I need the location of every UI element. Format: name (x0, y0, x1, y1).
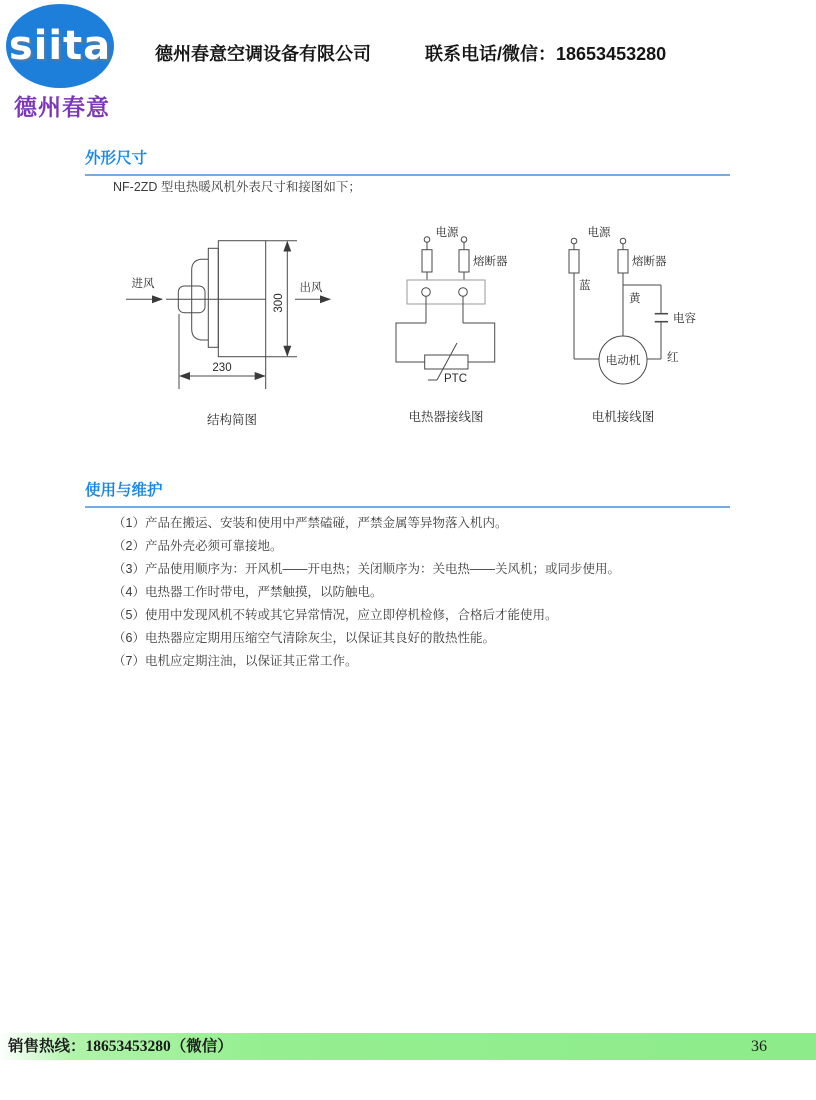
section-usage-header (85, 478, 730, 508)
motor-label: 电动机 (605, 355, 641, 367)
wiring-diagrams (0, 215, 816, 445)
usage-item: （2）产品外壳必须可靠接地。 (113, 539, 283, 553)
yellow-wire-label: 黄 (629, 293, 641, 305)
contact-phone: 联系电话/微信：18653453280 (425, 44, 667, 64)
usage-item: （1）产品在搬运、安装和使用中严禁磕碰，严禁金属等异物落入机内。 (113, 516, 508, 530)
motor-fuse-label: 熔断器 (632, 256, 667, 268)
capacitor-label: 电容 (673, 313, 696, 325)
page-number: 36 (751, 1038, 767, 1055)
usage-item: （6）电热器应定期用压缩空气清除灰尘，以保证其良好的散热性能。 (113, 631, 495, 645)
footer-bar (0, 1033, 816, 1060)
section-dimensions-header (85, 146, 730, 176)
logo-subtext: 德州春意 (14, 94, 110, 120)
dim-300-label: 300 (273, 293, 285, 313)
heater-power-label: 电源 (435, 227, 459, 239)
dimensions-intro-text: NF-2ZD 型电热暖风机外表尺寸和接图如下； (113, 180, 361, 194)
heater-caption: 电热器接线图 (408, 410, 484, 424)
company-logo (6, 4, 118, 122)
logo-text: siita (8, 23, 112, 69)
section-dimensions-title: 外形尺寸 (85, 150, 148, 167)
usage-item: （7）电机应定期注油，以保证其正常工作。 (113, 654, 358, 668)
motor-caption: 电机接线图 (591, 410, 655, 424)
red-wire-label: 红 (667, 352, 679, 364)
air-out-label: 出风 (299, 282, 323, 294)
motor-power-label: 电源 (587, 227, 611, 239)
section-usage-title: 使用与维护 (85, 482, 163, 499)
ptc-label: PTC (444, 373, 467, 385)
dim-230-label: 230 (212, 362, 232, 374)
logo-ellipse-icon (6, 4, 114, 88)
sales-hotline: 销售热线：18653453280（微信） (8, 1038, 233, 1055)
blue-wire-label: 蓝 (579, 280, 591, 292)
usage-item: （3）产品使用顺序为：开风机——开电热；关闭顺序为：关电热——关风机；或同步使用。 (113, 562, 620, 576)
usage-item: （5）使用中发现风机不转或其它异常情况，应立即停机检修，合格后才能使用。 (113, 608, 558, 622)
company-name: 德州春意空调设备有限公司 (155, 44, 371, 64)
structure-caption: 结构简图 (206, 413, 258, 427)
usage-item: （4）电热器工作时带电，严禁触摸，以防触电。 (113, 585, 383, 599)
air-in-label: 进风 (131, 278, 155, 290)
usage-item-list (113, 512, 620, 673)
heater-fuse-label: 熔断器 (473, 256, 508, 268)
